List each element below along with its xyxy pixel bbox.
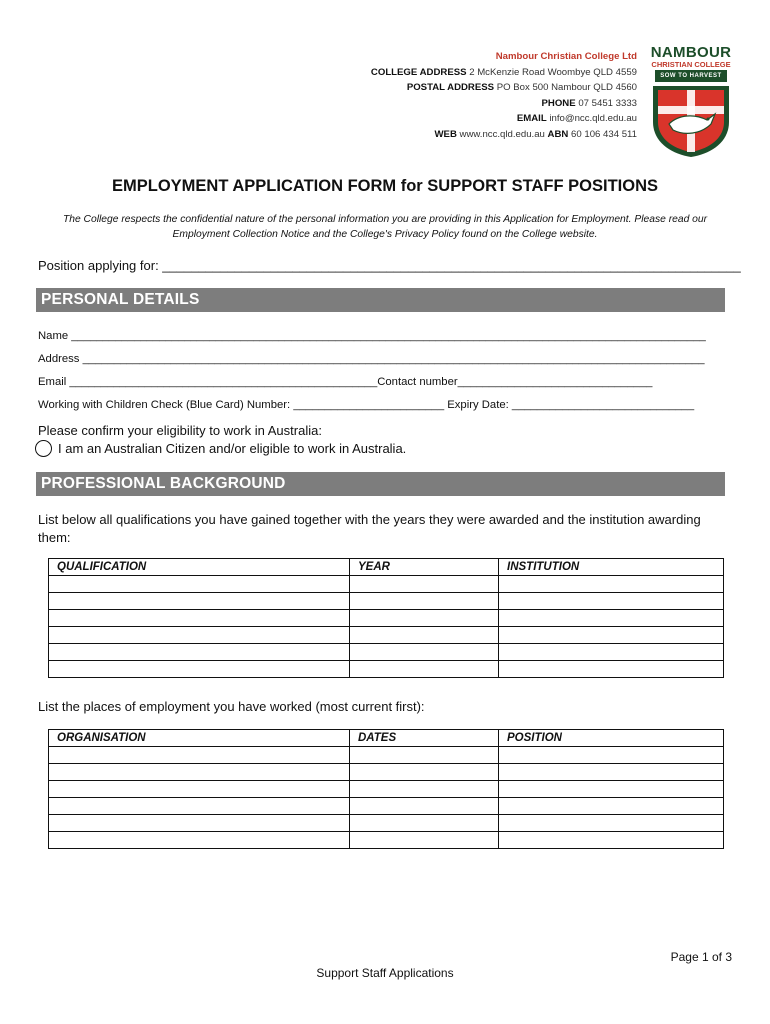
organisation-header: ORGANISATION	[49, 730, 350, 747]
eligibility-prompt: Please confirm your eligibility to work in Australia:	[38, 423, 322, 438]
table-row	[49, 832, 724, 849]
table-row	[49, 764, 724, 781]
table-cell[interactable]	[350, 764, 499, 781]
college-logo	[643, 44, 739, 162]
institution-header: INSTITUTION	[499, 559, 724, 576]
table-cell[interactable]	[49, 627, 350, 644]
name-field[interactable]: Name _____________________________________________________________________________________________________	[38, 330, 706, 342]
dates-header: DATES	[350, 730, 499, 747]
table-cell[interactable]	[499, 764, 724, 781]
table-cell[interactable]	[350, 798, 499, 815]
web-abn	[371, 127, 637, 143]
college-contact-block	[371, 49, 637, 143]
logo-name-line1: NAMBOUR	[650, 44, 732, 61]
qualifications-table	[48, 558, 724, 678]
page-number: Page 1 of 3	[670, 950, 732, 964]
web-label: WEB	[434, 128, 457, 140]
table-cell[interactable]	[49, 832, 350, 849]
table-cell[interactable]	[499, 832, 724, 849]
abn-label: ABN	[547, 128, 569, 140]
postal-address	[371, 80, 637, 96]
logo-motto: SOW TO HARVEST	[655, 70, 727, 82]
footer-label: Support Staff Applications	[316, 966, 454, 980]
table-cell[interactable]	[49, 644, 350, 661]
phone-label: PHONE	[541, 97, 576, 109]
privacy-notice: The College respects the confidential nature of the personal information you are providing in this Application for Employment. Please read our Employment Collection Notice and the College's Privacy Policy found on the College website.	[62, 214, 708, 240]
table-header-row	[49, 559, 724, 576]
qualifications-intro: List below all qualifications you have gained together with the years they were awarded and the institution awarding them:	[38, 512, 701, 545]
table-cell[interactable]	[49, 747, 350, 764]
table-cell[interactable]	[350, 832, 499, 849]
table-row	[49, 798, 724, 815]
form-title: EMPLOYMENT APPLICATION FORM for SUPPORT STAFF POSITIONS	[111, 177, 659, 195]
web-value: www.ncc.qld.edu.au	[459, 128, 545, 140]
table-cell[interactable]	[499, 661, 724, 678]
employment-intro: List the places of employment you have worked (most current first):	[38, 699, 425, 714]
email	[371, 111, 637, 127]
table-cell[interactable]	[350, 610, 499, 627]
table-cell[interactable]	[499, 747, 724, 764]
email-value: info@ncc.qld.edu.au	[549, 113, 637, 125]
employment-table	[48, 729, 724, 849]
college-address-value: 2 McKenzie Road Woombye QLD 4559	[469, 66, 637, 78]
position-header: POSITION	[499, 730, 724, 747]
qualification-header: QUALIFICATION	[49, 559, 350, 576]
table-cell[interactable]	[499, 644, 724, 661]
table-header-row	[49, 730, 724, 747]
table-row	[49, 644, 724, 661]
table-row	[49, 627, 724, 644]
blue-card-field[interactable]: Working with Children Check (Blue Card) Number: ________________________ Expiry Date: _____________________________	[38, 399, 695, 411]
table-cell[interactable]	[49, 593, 350, 610]
table-row	[49, 576, 724, 593]
eligibility-radio[interactable]	[35, 440, 52, 457]
table-cell[interactable]	[49, 764, 350, 781]
table-cell[interactable]	[499, 815, 724, 832]
table-cell[interactable]	[49, 576, 350, 593]
table-cell[interactable]	[350, 644, 499, 661]
table-cell[interactable]	[499, 610, 724, 627]
year-header: YEAR	[350, 559, 499, 576]
email-contact-field[interactable]: Email _________________________________________________Contact number_______________________________	[38, 376, 653, 388]
address-field[interactable]: Address ___________________________________________________________________________________________________	[38, 353, 705, 365]
position-applying-field[interactable]: Position applying for: ________________________________________________________________________________	[38, 258, 741, 273]
table-row	[49, 610, 724, 627]
postal-address-label: POSTAL ADDRESS	[406, 82, 495, 94]
shield-crest-icon	[651, 84, 731, 158]
table-cell[interactable]	[350, 815, 499, 832]
table-row	[49, 781, 724, 798]
table-cell[interactable]	[499, 781, 724, 798]
logo-name-line2: CHRISTIAN COLLEGE	[651, 60, 731, 69]
professional-background-heading: PROFESSIONAL BACKGROUND	[36, 472, 725, 496]
table-cell[interactable]	[350, 627, 499, 644]
table-row	[49, 593, 724, 610]
eligibility-option-label: I am an Australian Citizen and/or eligible to work in Australia.	[58, 441, 407, 456]
table-cell[interactable]	[49, 610, 350, 627]
table-cell[interactable]	[350, 593, 499, 610]
phone-value: 07 5451 3333	[578, 97, 637, 109]
personal-details-heading: PERSONAL DETAILS	[36, 288, 725, 312]
table-cell[interactable]	[49, 815, 350, 832]
table-cell[interactable]	[350, 576, 499, 593]
college-name: Nambour Christian College Ltd	[495, 51, 637, 62]
table-cell[interactable]	[49, 661, 350, 678]
table-cell[interactable]	[499, 798, 724, 815]
table-cell[interactable]	[499, 576, 724, 593]
table-cell[interactable]	[499, 593, 724, 610]
table-cell[interactable]	[49, 781, 350, 798]
table-row	[49, 661, 724, 678]
college-address	[371, 65, 637, 81]
table-cell[interactable]	[499, 627, 724, 644]
postal-address-value: PO Box 500 Nambour QLD 4560	[496, 82, 637, 94]
college-address-label: COLLEGE ADDRESS	[370, 66, 467, 78]
email-label: EMAIL	[516, 113, 547, 125]
table-row	[49, 815, 724, 832]
table-cell[interactable]	[350, 747, 499, 764]
phone	[371, 96, 637, 112]
table-cell[interactable]	[350, 781, 499, 798]
table-row	[49, 747, 724, 764]
table-cell[interactable]	[350, 661, 499, 678]
table-cell[interactable]	[49, 798, 350, 815]
abn-value: 60 106 434 511	[571, 128, 637, 140]
